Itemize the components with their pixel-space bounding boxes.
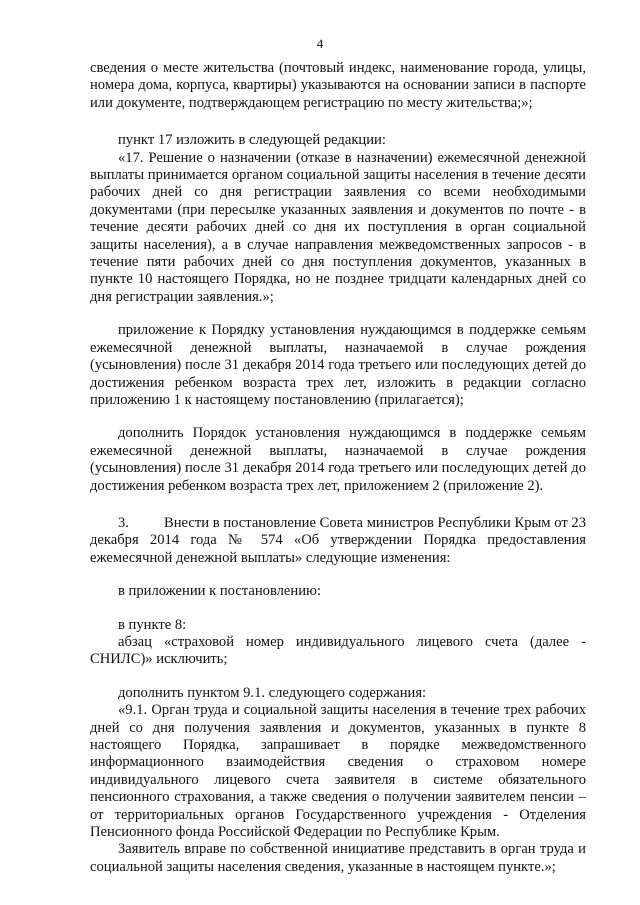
- paragraph-snils-exclude: абзац «страховой номер индивидуального лицевого счета (далее - СНИЛС)» исключить;: [90, 633, 586, 668]
- paragraph-appendix-1: приложение к Порядку установления нуждающимся в поддержке семьям ежемесячной денежной выплаты, назначаемой в случае рождения (усыновления) после 31 декабря 2014 года третьего или последующих детей до достижения ребенком возраста трех лет, изложить в редакции согласно приложению 1 к настоящему постановлению (прилагается);: [90, 322, 586, 408]
- paragraph-point-17-intro: пункт 17 изложить в следующей редакции:: [118, 132, 386, 149]
- paragraph-residence-info: сведения о месте жительства (почтовый индекс, наименование города, улицы, номера дома, корпуса, квартиры) указываются на основании записи в паспорте или документе, подтверждающем регистрацию по месту жительства;»;: [90, 60, 586, 111]
- paragraph-point-9-1-text: «9.1. Орган труда и социальной защиты населения в течение трех рабочих дней со дня получения заявления и документов, указанных в пункте 8 настоящего Порядка, запрашивает в порядке межведомственного информационного взаимодействия сведения о страховом номере индивидуального лицевого счета заявителя в системе обязательного пенсионного страхования, а также сведения о получении заявителем пенсии – от территориальных органов Государственного учреждения - Отделения Пенсионного фонда Российской Федерации по Республике Крым.: [90, 702, 586, 841]
- paragraph-appendix-2: дополнить Порядок установления нуждающимся в поддержке семьям ежемесячной денежной выплаты, назначаемой в случае рождения (усыновления) после 31 декабря 2014 года третьего или последующих детей до достижения ребенком возраста трех лет, приложением 2 (приложение 2).: [90, 425, 586, 494]
- page-number: 4: [316, 36, 324, 51]
- paragraph-point-9-1-intro: дополнить пунктом 9.1. следующего содержания:: [118, 684, 427, 701]
- paragraph-in-appendix: в приложении к постановлению:: [118, 583, 321, 600]
- paragraph-applicant-right: Заявитель вправе по собственной инициативе представить в орган труда и социальной защиты населения сведения, указанные в настоящем пункте.»;: [90, 841, 586, 875]
- paragraph-point-17-text: «17. Решение о назначении (отказе в назначении) ежемесячной денежной выплаты принимается органом социальной защиты населения в течение десяти рабочих дней со дня регистрации заявления со всеми необходимыми документами (при пересылке указанных заявления и документов по почте - в течение десяти рабочих дней со дня их поступления в орган социальной защиты населения), а в случае направления межведомственных запросов - в течение пяти рабочих дней со дня поступления документов, указанных в пункте 10 настоящего Порядка, но не позднее тридцати календарных дней со дня регистрации заявления.»;: [90, 149, 586, 305]
- paragraph-point-8: в пункте 8:: [118, 616, 187, 633]
- paragraph-item-3: [90, 515, 586, 567]
- item-number: 3.: [118, 514, 129, 531]
- document-body: [90, 60, 586, 876]
- item-3-text: Внести в постановление Совета министров Республики Крым от 23 декабря 2014 года № 574 «Об утверждении Порядка предоставления ежемесячной денежной выплаты» следующие изменения:: [90, 514, 586, 566]
